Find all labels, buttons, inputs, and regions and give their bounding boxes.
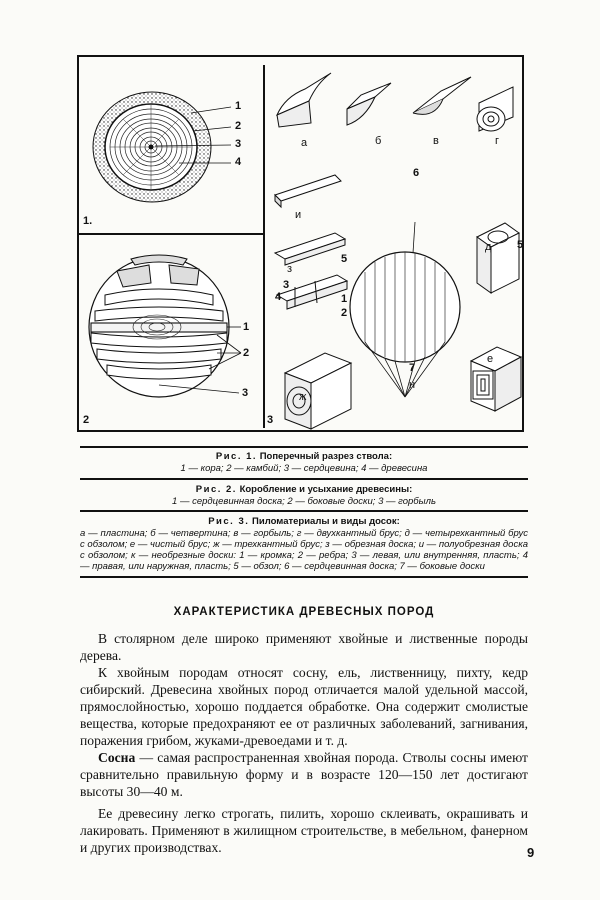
- fig3-label-d: д: [485, 241, 492, 253]
- fig3-label-b: б: [375, 135, 382, 147]
- caption-rule-top: [80, 446, 528, 448]
- fig3-label-v: в: [433, 135, 439, 147]
- fig3-caption-text: Пиломатериалы и виды досок:: [252, 516, 400, 527]
- fig2-panel-label: 2: [83, 414, 90, 426]
- fig1-pith: [149, 145, 154, 150]
- fig3-label-n: н: [409, 379, 416, 391]
- fig3-label-zh: ж: [299, 391, 307, 403]
- fig3-label-5b: 5: [517, 239, 524, 251]
- pine-term: Сосна: [98, 750, 136, 765]
- figure-frame: [77, 55, 524, 432]
- fig1-caption-legend: 1 — кора; 2 — камбий; 3 — сердцевина; 4 — древесина: [180, 463, 428, 474]
- fig3-label-3: 3: [283, 279, 290, 291]
- paragraph-pine: [80, 749, 528, 800]
- paragraph-2: К хвойным породам относят сосну, ель, лиственницу, пихту, кедр сибирский. Древесина хвойных пород отличается малой удельной массой, прямослойностью, хорошо поддается обработке. Она содержит смолистые вещества, которые предохраняют ее от различных заболеваний, загнивания, поражения грибом, жуками-древоедами и т. д.: [80, 665, 528, 748]
- fig3-quarter-b: [347, 83, 391, 125]
- caption-rule-bottom: [80, 576, 528, 578]
- fig3-beam-g: [477, 87, 513, 131]
- caption-rule-1: [80, 478, 528, 480]
- fig1-callout-3: 3: [235, 138, 242, 150]
- page-number: 9: [527, 845, 535, 860]
- fig1-caption-title: [80, 451, 528, 462]
- fig3-label-1: 1: [341, 293, 348, 305]
- fig3-label-4: 4: [275, 291, 282, 303]
- fig3-label-e: е: [487, 353, 494, 365]
- fig3-label-6: 6: [413, 167, 420, 179]
- fig1-caption-label: Рис. 1.: [215, 451, 258, 462]
- fig2-caption-label: Рис. 2.: [195, 484, 237, 495]
- fig2-caption-text: Коробление и усыхание древесины:: [239, 484, 413, 495]
- fig3-beam-e: [471, 347, 521, 411]
- fig2-caption-legend: 1 — сердцевинная доска; 2 — боковые доски; 3 — горбыль: [172, 496, 436, 507]
- body-text: [80, 630, 528, 856]
- fig2-callout-1: 1: [243, 321, 250, 333]
- fig3-board-z: [275, 233, 348, 265]
- paragraph-1: В столярном деле широко применяют хвойные и лиственные породы дерева.: [80, 631, 528, 663]
- fig3-board-i: [275, 175, 341, 207]
- fig2-caption-title: [80, 484, 528, 495]
- fig1-callout-1: 1: [235, 100, 242, 112]
- fig1-panel-label: 1.: [83, 215, 93, 227]
- fig3-label-a: а: [301, 137, 308, 149]
- fig3-caption-label: Рис. 3.: [208, 516, 250, 527]
- fig2-warping-diagram: [79, 235, 263, 430]
- caption-rule-2: [80, 510, 528, 512]
- section-heading: ХАРАКТЕРИСТИКА ДРЕВЕСНЫХ ПОРОД: [173, 606, 435, 618]
- fig1-callout-4: 4: [235, 156, 242, 168]
- fig3-label-z: з: [287, 263, 293, 275]
- fig3-label-g: г: [495, 135, 500, 147]
- pine-text: — самая распространенная хвойная порода. Стволы сосны имеют сравнительно правильную форму и в возрасте 120—150 лет достигают высоты 30—40 м.: [80, 750, 528, 799]
- fig3-slab-v: [413, 77, 471, 114]
- fig3-label-i: и: [295, 209, 302, 221]
- fig3-beam-d: [477, 223, 519, 293]
- fig3-label-2: 2: [341, 307, 348, 319]
- fig2-callout-3: 3: [242, 387, 249, 399]
- fig3-slab-a: [277, 73, 331, 127]
- fig2-callout-2: 2: [243, 347, 250, 359]
- fig3-beam-zh: [285, 353, 351, 429]
- fig1-callout-2: 2: [235, 120, 242, 132]
- paragraph-last: Ее древесину легко строгать, пилить, хорошо склеивать, окрашивать и лакировать. Применяют в жилищном строительстве, в мебельном, фанерном и других производствах.: [80, 806, 528, 855]
- fig3-caption-title: [80, 516, 528, 527]
- fig3-panel-label: 3: [267, 414, 274, 426]
- fig3-caption-legend: а — пластина; б — четвертина; в — горбыль; г — двухкантный брус; д — четырехкантный брус с обзолом; е — чистый брус; ж — трехкантный брус; з — обрезная доска; и — полуобрезная доска с обзолом; к — необрезные доски: 1 — кромка; 2 — ребра; 3 — левая, или внутренняя, пласть; 4 — правая, или наружная, пласть; 5 — обзол; 6 — сердцевинная доска; 7 — боковые доски: [80, 528, 528, 572]
- fig1-caption-text: Поперечный разрез ствола:: [259, 451, 393, 462]
- fig3-label-7: 7: [409, 362, 416, 374]
- fig3-label-5a: 5: [341, 253, 348, 265]
